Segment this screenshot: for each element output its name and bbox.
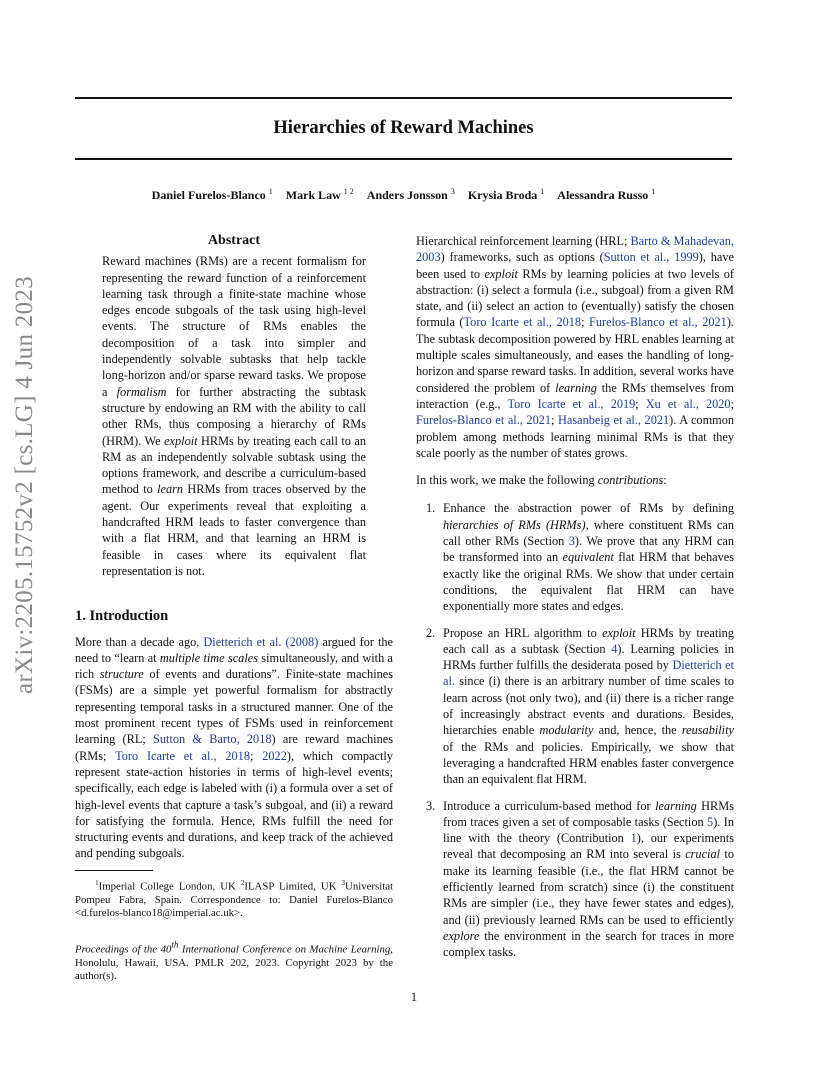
title-rule-bottom (75, 158, 732, 160)
paper-title: Hierarchies of Reward Machines (273, 118, 534, 138)
author-list (75, 187, 732, 203)
page-number: 1 (410, 990, 418, 1004)
author: Krysia Broda $^1$ (467, 187, 545, 202)
citation-link[interactable]: 2022 (262, 748, 287, 763)
list-item: 2. Propose an HRL algorithm to exploit HRMs by treating each call as a subtask (Section 4). Learning policies in HRMs further fulfills the desiderata posed by Dietterich et al. since (i) there is an arbitrary number of time scales to learn across (not only two), and (ii) there is a richer range of increasingly abstract events and durations. Besides, hierarchies enable modularity and, hence, the reusability of the RMs and policies. Empirically, we show that leveraging a handcrafted HRM enables faster convergence than an equivalent flat HRM. (426, 625, 734, 787)
citation-link[interactable]: Dietterich et al. (2008) (203, 634, 319, 649)
author: Daniel Furelos-Blanco $^1$ (151, 187, 273, 202)
citation-link[interactable]: Sutton & Barto, 2018 (153, 732, 272, 747)
hrl-paragraph: Hierarchical reinforcement learning (HRL; Barto & Mahadevan, 2003) frameworks, such as options (Sutton et al., 1999), have been used to exploit RMs by learning policies at two levels of abstraction: (i) select a formula (i.e., subgoal) from a given RM state, and (ii) select an action to (eventually) satisfy the chosen formula (Toro Icarte et al., 2018; Furelos-Blanco et al., 2021). The subtask decomposition powered by HRL enables learning at multiple scales simultaneously, and eases the handling of long-horizon and sparse reward tasks. In addition, several works have considered the problem of learning the RMs themselves from interaction (e.g., Toro Icarte et al., 2019; Xu et al., 2020; Furelos-Blanco et al., 2021; Hasanbeig et al., 2021). A common problem among methods learning minimal RMs is that they scale poorly as the number of states grows. (416, 234, 735, 460)
affiliation-footnote: $^1$Imperial College London, UK $^2$ILASP Limited, UK $^3$Universitat Pompeu Fabra, Spain. Correspondence to: Daniel Furelos-Blanco <d.furelos-blanco18@imperial.ac.uk>. (75, 878, 394, 920)
citation-link[interactable]: Toro Icarte et al., 2018 (463, 315, 582, 330)
list-item: 1. Enhance the abstraction power of RMs by defining hierarchies of RMs (HRMs), where constituent RMs can call other RMs (Section 3). We prove that any HRM can be transformed into an equivalent flat HRM that behaves exactly like the original RMs. We show that under certain conditions, the equivalent flat HRM can have exponentially more states and edges. (426, 501, 735, 614)
citation-link[interactable]: Furelos-Blanco et al., 2021 (416, 413, 552, 428)
citation-link[interactable]: Hasanbeig et al., 2021 (558, 413, 670, 428)
citation-link[interactable]: Furelos-Blanco et al., 2021 (588, 315, 727, 330)
section-link[interactable]: 3 (568, 534, 575, 549)
footnote-rule (75, 870, 153, 871)
section-heading-introduction: 1. Introduction (75, 608, 169, 625)
citation-link[interactable]: Barto & Mahadevan, 2003 (416, 234, 734, 265)
proceedings-note: Proceedings of the 40th International Conference on Machine Learning, Honolulu, Hawaii, USA. PMLR 202, 2023. Copyright 2023 by the author(s). (75, 939, 393, 982)
citation-link[interactable]: Dietterich et al. (443, 658, 734, 689)
contributions-list (416, 500, 734, 960)
abstract-heading: Abstract (207, 233, 261, 248)
contributions-intro: In this work, we make the following contributions: (416, 473, 667, 488)
intro-paragraph: More than a decade ago, Dietterich et al. (2008) argued for the need to “learn at multiple time scales simultaneously, and with a rich structure of events and durations”. Finite-state machines (FSMs) are a simple yet powerful formalism for abstractly representing temporal tasks in a structured manner. One of the most prominent recent types of FSMs used in reinforcement learning (RL; Sutton & Barto, 2018) are reward machines (RMs; Toro Icarte et al., 2018; 2022), which compactly represent state-action histories in terms of high-level events; specifically, each edge is labeled with (i) a formula over a set of high-level events that capture a task’s subgoal, and (ii) a reward for satisfying the formula. Hence, RMs fulfill the need for structuring events and durations, and keep track of the achieved and pending subgoals. (75, 634, 393, 861)
author: Mark Law $^{1 2}$ (285, 187, 354, 202)
abstract (102, 233, 366, 579)
title-rule-top (75, 97, 732, 99)
list-item: 3. Introduce a curriculum-based method for learning HRMs from traces given a set of composable tasks (Section 5). In line with the theory (Contribution 1), our experiments reveal that decomposing an RM into several is crucial to make its learning feasible (i.e., the flat HRM cannot be efficiently learned from scratch) since (i) the constituent RMs are simpler (i.e., they have fewer states and edges), and (ii) previously learned RMs can be used to efficiently explore the environment in the search for traces in more complex tasks. (426, 798, 735, 960)
section-link[interactable]: 5 (707, 814, 714, 829)
citation-link[interactable]: Toro Icarte et al., 2019 (507, 396, 636, 411)
left-column (75, 233, 393, 983)
contribution-link[interactable]: 1 (630, 831, 637, 846)
author: Alessandra Russo $^1$ (557, 187, 656, 202)
abstract-text: Reward machines (RMs) are a recent formalism for representing the reward function of a reinforcement learning task through a finite-state machine whose edges encode subgoals of the task using high-level events. The structure of RMs enables the decomposition of a task into simpler and independently solvable subtasks that help tackle long-horizon and/or sparse reward tasks. We propose a formalism for further abstracting the subtask structure by endowing an RM with the ability to call other RMs, thus composing a hierarchy of RMs (HRM). We exploit HRMs by treating each call to an RM as an independently solvable subtask using the options framework, and describe a curriculum-based method to learn HRMs from traces observed by the agent. Our experiments reveal that exploiting a handcrafted HRM leads to faster convergence than with a flat HRM, and that learning an HRM is feasible in cases where its equivalent flat representation is not. (102, 254, 366, 578)
citation-link[interactable]: Toro Icarte et al., 2018 (115, 748, 250, 763)
citation-link[interactable]: Xu et al., 2020 (645, 396, 731, 411)
citation-link[interactable]: Sutton et al., 1999 (603, 250, 699, 265)
author: Anders Jonsson $^3$ (366, 187, 455, 202)
section-link[interactable]: 4 (611, 641, 618, 656)
right-column (416, 233, 734, 970)
